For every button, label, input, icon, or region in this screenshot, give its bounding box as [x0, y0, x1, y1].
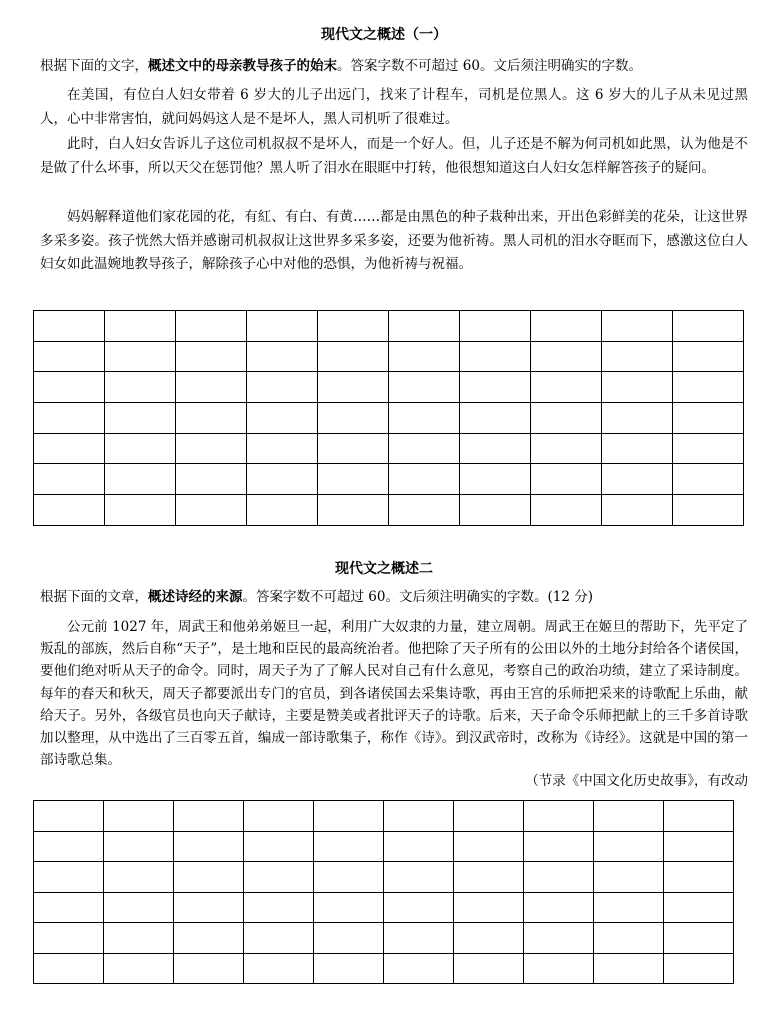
grid-cell[interactable] [176, 433, 247, 464]
grid-cell[interactable] [664, 831, 734, 862]
grid-cell[interactable] [174, 831, 244, 862]
grid-cell[interactable] [673, 433, 744, 464]
grid-cell[interactable] [247, 433, 318, 464]
grid-cell[interactable] [34, 862, 104, 893]
grid-cell[interactable] [602, 464, 673, 495]
grid-cell[interactable] [176, 464, 247, 495]
grid-cell[interactable] [247, 464, 318, 495]
grid-cell[interactable] [105, 311, 176, 342]
section1-paragraph-1: 在美国，有位白人妇女带着 6 岁大的儿子出远门，找来了计程车，司机是位黑人。这 6 岁大的儿子从未见过黑人，心中非常害怕，就问妈妈这人是不是坏人，黑人司机听了很难过。 [40, 87, 748, 127]
grid-cell[interactable] [454, 892, 524, 923]
grid-cell[interactable] [673, 403, 744, 434]
section2-instruction-prefix: 根据下面的文章， [40, 589, 148, 605]
grid-cell[interactable] [247, 341, 318, 372]
grid-row [34, 433, 744, 464]
section2-paragraph: 公元前 1027 年，周武王和他弟弟姬旦一起，利用广大奴隶的力量，建立周朝。周武王在姬旦的帮助下，先平定了叛乱的部族，然后自称“天子”，是土地和臣民的最高统治者。他把除了天子所有的公田以外的土地分封给各个诸侯国，要他们绝对听从天子的命令。同时，周天子为了了解人民对自己有什么意见，考察自己的政治功绩，建立了采诗制度。每年的春天和秋天，周天子都要派出专门的官员，到各诸侯国去采集诗歌，再由王宫的乐师把采来的诗歌配上乐曲，献给天子。另外，各级官员也向天子献诗，主要是赞美或者批评天子的诗歌。后来，天子命令乐师把献上的三千多首诗歌加以整理，从中选出了三百零五首，编成一部诗歌集子，称作《诗》。到汉武帝时，改称为《诗经》。这就是中国的第一部诗歌总集。 [40, 619, 748, 769]
section2-instruction-bold: 概述诗经的来源 [148, 589, 243, 605]
grid-cell[interactable] [34, 403, 105, 434]
section1-title: 现代文之概述（一） [321, 27, 447, 43]
grid-cell[interactable] [34, 923, 104, 954]
grid-cell[interactable] [247, 495, 318, 526]
grid-cell[interactable] [34, 801, 104, 832]
grid-cell[interactable] [104, 831, 174, 862]
grid-cell[interactable] [531, 403, 602, 434]
grid-cell[interactable] [318, 403, 389, 434]
grid-cell[interactable] [174, 801, 244, 832]
grid-cell[interactable] [664, 862, 734, 893]
grid-cell[interactable] [105, 464, 176, 495]
grid-cell[interactable] [34, 892, 104, 923]
grid-cell[interactable] [244, 892, 314, 923]
grid-cell[interactable] [454, 862, 524, 893]
grid-cell[interactable] [531, 341, 602, 372]
grid-cell[interactable] [389, 403, 460, 434]
grid-cell[interactable] [531, 433, 602, 464]
grid-cell[interactable] [314, 953, 384, 984]
grid-cell[interactable] [247, 403, 318, 434]
grid-cell[interactable] [460, 433, 531, 464]
grid-row [34, 801, 734, 832]
grid-cell[interactable] [384, 892, 454, 923]
section1-paragraph-3: 妈妈解释道他们家花园的花，有紅、有白、有黄……都是由黑色的种子栽种出来，开出色彩鲜美的花朵，让这世界多采多姿。孩子恍然大悟并感谢司机叔叔让这世界多采多姿，还要为他祈祷。黑人司机的泪水夺眶而下，感激这位白人妇女如此温婉地教导孩子，解除孩子心中对他的恐惧，为他祈祷与祝福。 [40, 209, 748, 272]
grid-cell[interactable] [314, 862, 384, 893]
section1-answer-grid[interactable] [33, 310, 744, 526]
grid-cell[interactable] [244, 801, 314, 832]
grid-row [34, 311, 744, 342]
grid-row [34, 372, 744, 403]
grid-row [34, 923, 734, 954]
grid-cell[interactable] [594, 862, 664, 893]
grid-cell[interactable] [384, 953, 454, 984]
grid-cell[interactable] [244, 831, 314, 862]
grid-cell[interactable] [176, 341, 247, 372]
grid-cell[interactable] [318, 433, 389, 464]
grid-cell[interactable] [34, 953, 104, 984]
grid-cell[interactable] [531, 464, 602, 495]
grid-cell[interactable] [673, 464, 744, 495]
grid-cell[interactable] [594, 953, 664, 984]
grid-cell[interactable] [594, 923, 664, 954]
grid-cell[interactable] [384, 801, 454, 832]
section1-instruction-suffix: 。答案字数不可超过 60。文后须注明确实的字数。 [337, 58, 642, 74]
section2-answer-grid[interactable] [33, 800, 734, 984]
grid-cell[interactable] [454, 953, 524, 984]
grid-cell[interactable] [34, 495, 105, 526]
grid-cell[interactable] [174, 892, 244, 923]
grid-cell[interactable] [460, 495, 531, 526]
grid-cell[interactable] [602, 403, 673, 434]
grid-cell[interactable] [602, 341, 673, 372]
grid-cell[interactable] [34, 831, 104, 862]
grid-cell[interactable] [34, 464, 105, 495]
grid-cell[interactable] [664, 892, 734, 923]
grid-cell[interactable] [602, 372, 673, 403]
grid-cell[interactable] [389, 495, 460, 526]
grid-cell[interactable] [105, 495, 176, 526]
grid-cell[interactable] [247, 311, 318, 342]
grid-row [34, 495, 744, 526]
grid-cell[interactable] [531, 495, 602, 526]
grid-cell[interactable] [176, 403, 247, 434]
grid-cell[interactable] [34, 311, 105, 342]
grid-cell[interactable] [105, 341, 176, 372]
grid-cell[interactable] [174, 923, 244, 954]
grid-cell[interactable] [384, 923, 454, 954]
grid-cell[interactable] [602, 311, 673, 342]
grid-cell[interactable] [524, 831, 594, 862]
grid-cell[interactable] [244, 862, 314, 893]
grid-cell[interactable] [673, 372, 744, 403]
grid-cell[interactable] [104, 801, 174, 832]
grid-cell[interactable] [454, 831, 524, 862]
grid-cell[interactable] [673, 341, 744, 372]
section2-instruction-suffix: 。答案字数不可超过 60。文后须注明确实的字数。(12 分) [242, 589, 593, 605]
grid-cell[interactable] [673, 311, 744, 342]
grid-cell[interactable] [314, 892, 384, 923]
grid-cell[interactable] [664, 923, 734, 954]
grid-row [34, 403, 744, 434]
grid-cell[interactable] [244, 923, 314, 954]
grid-cell[interactable] [247, 372, 318, 403]
grid-cell[interactable] [384, 862, 454, 893]
grid-row [34, 464, 744, 495]
grid-cell[interactable] [524, 801, 594, 832]
section2-title: 现代文之概述二 [335, 561, 433, 577]
grid-cell[interactable] [454, 923, 524, 954]
grid-row [34, 862, 734, 893]
section1-instruction-bold: 概述文中的母亲教导孩子的始末 [148, 58, 337, 74]
grid-cell[interactable] [460, 403, 531, 434]
grid-cell[interactable] [34, 372, 105, 403]
grid-cell[interactable] [318, 311, 389, 342]
grid-cell[interactable] [389, 311, 460, 342]
grid-cell[interactable] [318, 495, 389, 526]
grid-cell[interactable] [318, 464, 389, 495]
grid-cell[interactable] [105, 372, 176, 403]
grid-cell[interactable] [524, 953, 594, 984]
grid-cell[interactable] [176, 311, 247, 342]
grid-cell[interactable] [602, 495, 673, 526]
grid-cell[interactable] [531, 372, 602, 403]
grid-cell[interactable] [34, 341, 105, 372]
section2-source: （节录《中国文化历史故事》，有改动 [525, 773, 748, 789]
grid-cell[interactable] [384, 831, 454, 862]
grid-cell[interactable] [594, 831, 664, 862]
grid-cell[interactable] [594, 801, 664, 832]
grid-cell[interactable] [454, 801, 524, 832]
grid-cell[interactable] [104, 953, 174, 984]
section2-instruction [40, 587, 740, 607]
section1-instruction [40, 56, 740, 76]
grid-cell[interactable] [524, 862, 594, 893]
grid-cell[interactable] [524, 892, 594, 923]
grid-cell[interactable] [389, 433, 460, 464]
grid-cell[interactable] [104, 862, 174, 893]
section1-instruction-prefix: 根据下面的文字， [40, 58, 148, 74]
grid-cell[interactable] [602, 433, 673, 464]
grid-cell[interactable] [174, 953, 244, 984]
grid-cell[interactable] [105, 433, 176, 464]
grid-cell[interactable] [460, 341, 531, 372]
grid-cell[interactable] [389, 372, 460, 403]
section1-paragraph-2: 此时，白人妇女告诉儿子这位司机叔叔不是坏人，而是一个好人。但，儿子还是不解为何司机如此黑，认为他是不是做了什么坏事，所以天父在惩罚他？黑人听了泪水在眼眶中打转，他很想知道这白人妇女怎样解答孩子的疑问。 [40, 136, 748, 176]
grid-cell[interactable] [389, 341, 460, 372]
grid-cell[interactable] [314, 923, 384, 954]
grid-row [34, 831, 734, 862]
grid-cell[interactable] [176, 495, 247, 526]
grid-row [34, 341, 744, 372]
grid-cell[interactable] [176, 372, 247, 403]
grid-cell[interactable] [174, 862, 244, 893]
grid-cell[interactable] [673, 495, 744, 526]
grid-cell[interactable] [460, 464, 531, 495]
grid-cell[interactable] [34, 433, 105, 464]
grid-cell[interactable] [105, 403, 176, 434]
grid-cell[interactable] [531, 311, 602, 342]
grid-row [34, 892, 734, 923]
grid-cell[interactable] [314, 831, 384, 862]
grid-cell[interactable] [318, 341, 389, 372]
grid-cell[interactable] [104, 892, 174, 923]
grid-cell[interactable] [244, 953, 314, 984]
grid-cell[interactable] [524, 923, 594, 954]
grid-row [34, 953, 734, 984]
grid-cell[interactable] [460, 372, 531, 403]
grid-cell[interactable] [664, 801, 734, 832]
grid-cell[interactable] [594, 892, 664, 923]
grid-cell[interactable] [318, 372, 389, 403]
grid-cell[interactable] [664, 953, 734, 984]
grid-cell[interactable] [314, 801, 384, 832]
grid-cell[interactable] [104, 923, 174, 954]
grid-cell[interactable] [460, 311, 531, 342]
grid-cell[interactable] [389, 464, 460, 495]
